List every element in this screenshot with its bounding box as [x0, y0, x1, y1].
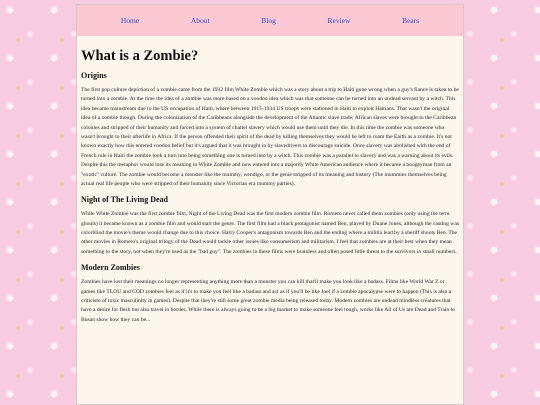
section-body-modern-zombies: Zombies have lost their meanings no longer representing anything more than a monster you can kill that'll make you look like a badass. Films like World War Z or games like TLOU and COD zombies feel as if it's to make you feel like a badass and act as if you'll be like Joel if a zombie apocalypse were to happen (This is also a criticism of toxic masculinity in games). Despite that they're still some great zombie media being released today. Modern zombies are undead mindless creatures that have a desire for flesh but also travel in hordes. While there is always going to be a big market to make someone feel tough, works like All of Us are Dead and Train to Busan show how they can be...: [81, 279, 455, 323]
top-nav: [77, 5, 463, 36]
nav-link-about[interactable]: About: [190, 16, 210, 25]
section-heading-night-of-the-living-dead: Night of The Living Dead: [81, 195, 168, 205]
nav-link-blog[interactable]: Blog: [261, 16, 276, 25]
page-container: [76, 4, 464, 405]
nav-link-bears[interactable]: Bears: [402, 16, 420, 25]
section-body-origins: The first pop culture depiction of a zombie came from the 1932 film White Zombie which was a story about a trip to Haiti gone wrong when a guy's fiance is taken to be turned into a zombie. At the time the idea of a zombie was more based on a voodoo idea which was that someone can be turned into an undead servant by a witch. This idea became mainstream due to the US occupation of Haiti, where between 1915-1934 US troops were stationed in Haiti to exploit Haitians. That wasn't the original idea of a zombie though. During the colonization of the Caribbeans alongside the development of the Atlantic slave trade; African slaves were brought to the Caribbean colonies and stripped of their humanity and forced into a system of chattel slavery which would use them until they die. In this time the zombie was someone who wasn't brought to their afterlife in Africa. If the person offended their spirit of the dead by killing themselves they would be left to roam the Earth as a zombie. It's not known exactly how this entered voodoo belief but it's argued that it was brought in by slavedrivers to discourage suicide. Once slavery was abolished with the end of French rule in Haiti the zombie took a turn into being something one is turned into by a witch. This zombie was a parallel to slavery and was a warning about its evils. Despite this the metaphor would lose its meaning in White Zombie and now entered into a majority White American audience where it became a boogeyman from an "exotic" culture. The zombie would become a monster like the mummy, wendigo, or the genie stripped of its meaning and history (The mummies themselves being actual real life people who were stripped of their humanity since Victorian era mummy parties).: [81, 87, 459, 187]
article: [77, 36, 463, 325]
nav-link-home[interactable]: Home: [120, 16, 140, 25]
section-heading-modern-zombies: Modern Zombies: [81, 263, 140, 273]
page-title: What is a Zombie?: [81, 48, 199, 64]
section-heading-origins: Origins: [81, 71, 107, 80]
section-body-night-of-the-living-dead: While White Zombie was the first zombie film, Night of the Living Dead was the first modern zombie film. Romero never called them zombies (only using the term ghouls) it became known as a zombie film and would start the genre. The first film had a black protagonist named Ben, played by Duane Jones, although the casting was colorblind the movie's theme would change due to this choice. Harry Cooper's antagonism towards Ben and the ending where a militia lead by a sheriff shoots Ben. The other movies in Romero's original trilogy of the Dead would tackle other issues like consumerism and militarism. I feel that zombies are at their best when they mean something to the story, not when they're used as the "bad guy". The zombies in these films were brainless and often posed little threat to the survivors in small numbers.: [81, 211, 459, 255]
nav-link-review[interactable]: Review: [327, 16, 351, 25]
